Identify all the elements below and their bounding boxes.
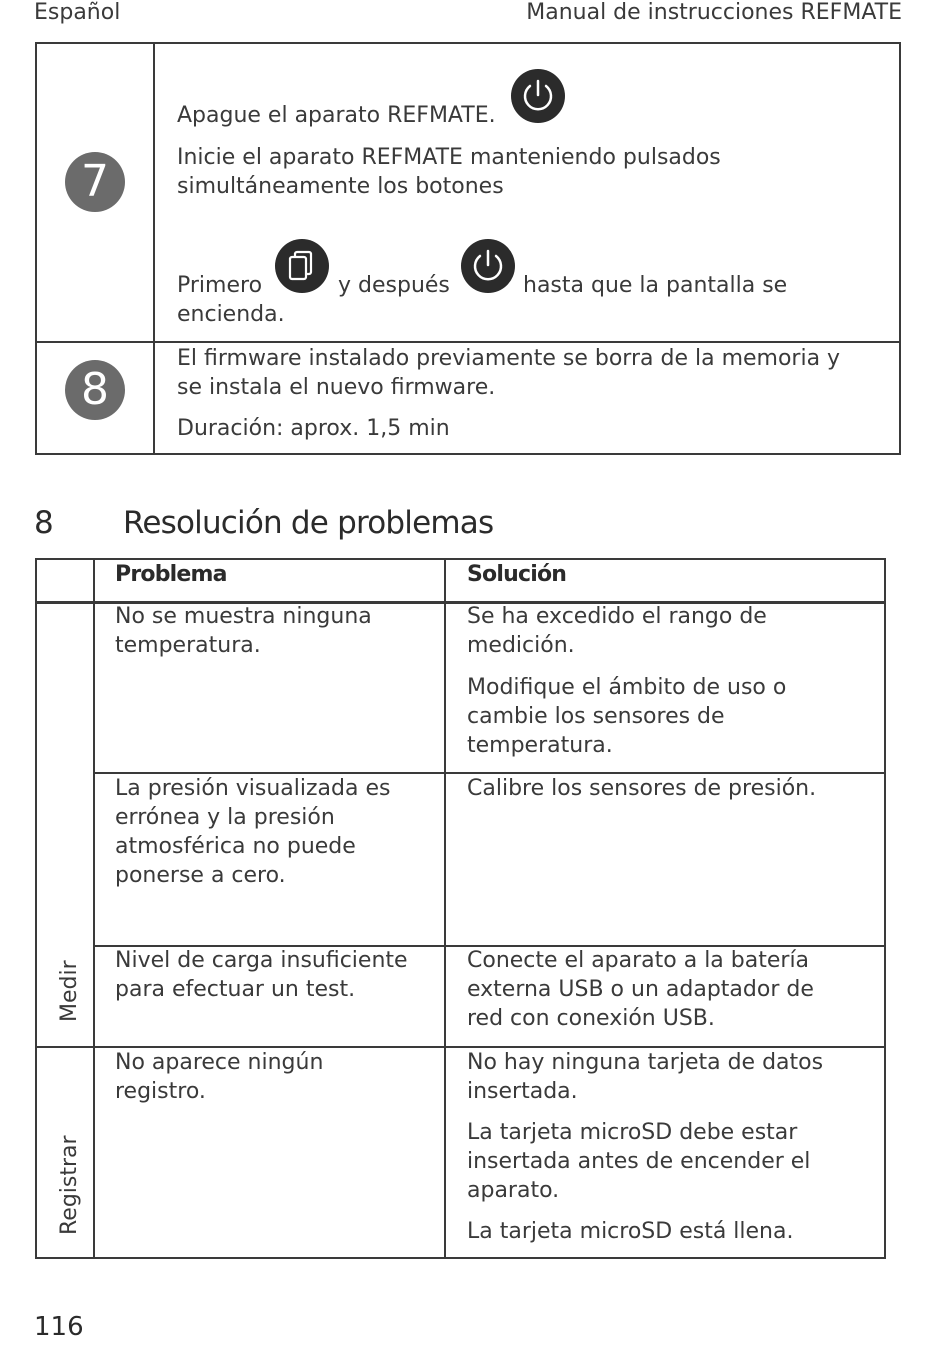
group-label-medir: Medir (57, 960, 82, 1022)
steps-table (35, 42, 901, 455)
power-button-icon (511, 69, 565, 123)
step-7-first: Primero (177, 273, 263, 298)
section-title: Resolución de problemas (123, 505, 494, 541)
problem-cell: registro. (115, 1079, 206, 1104)
problem-cell: atmosférica no puede (115, 834, 356, 859)
step-7-then: y después (338, 273, 450, 298)
troubleshooting-table (35, 558, 886, 1259)
step-7-until: encienda. (177, 302, 285, 327)
solution-cell: La tarjeta microSD debe estar (467, 1120, 798, 1145)
page-number: 116 (34, 1312, 84, 1342)
step-7-until: hasta que la pantalla se (523, 273, 788, 298)
power-button-icon (461, 239, 515, 293)
problem-cell: No se muestra ninguna (115, 604, 372, 629)
column-header-problem: Problema (115, 562, 227, 587)
problem-cell: La presión visualizada es (115, 776, 391, 801)
column-header-solution: Solución (467, 562, 567, 587)
divider (37, 341, 899, 343)
solution-cell: La tarjeta microSD está llena. (467, 1219, 794, 1244)
problem-cell: ponerse a cero. (115, 863, 286, 888)
problem-cell: para efectuar un test. (115, 977, 356, 1002)
divider (93, 560, 95, 1257)
problem-cell: errónea y la presión (115, 805, 335, 830)
solution-cell: medición. (467, 633, 575, 658)
step-8-number: 8 (65, 360, 125, 420)
solution-cell: temperatura. (467, 733, 613, 758)
copy-button-icon (275, 239, 329, 293)
solution-cell: aparato. (467, 1178, 560, 1203)
solution-cell: Modifique el ámbito de uso o (467, 675, 787, 700)
step-7-number: 7 (65, 152, 125, 212)
step-8-text: se instala el nuevo firmware. (177, 375, 496, 400)
step-8-duration: Duración: aprox. 1,5 min (177, 416, 450, 441)
header-language: Español (34, 0, 121, 25)
solution-cell: red con conexión USB. (467, 1006, 715, 1031)
problem-cell: temperatura. (115, 633, 261, 658)
header-manual-title: Manual de instrucciones REFMATE (526, 0, 902, 25)
problem-cell: No aparece ningún (115, 1050, 324, 1075)
step-8-text: El firmware instalado previamente se borra de la memoria y (177, 346, 841, 371)
solution-cell: Calibre los sensores de presión. (467, 776, 817, 801)
solution-cell: insertada antes de encender el (467, 1149, 811, 1174)
group-label-registrar: Registrar (57, 1135, 82, 1235)
problem-cell: Nivel de carga insuficiente (115, 948, 408, 973)
solution-cell: insertada. (467, 1079, 578, 1104)
divider (444, 560, 446, 1257)
solution-cell: Se ha excedido el rango de (467, 604, 767, 629)
solution-cell: externa USB o un adaptador de (467, 977, 814, 1002)
step-7-text: simultáneamente los botones (177, 174, 504, 199)
solution-cell: cambie los sensores de (467, 704, 725, 729)
divider (153, 44, 155, 453)
solution-cell: No hay ninguna tarjeta de datos (467, 1050, 824, 1075)
step-7-text: Apague el aparato REFMATE. (177, 103, 496, 128)
section-number: 8 (34, 505, 54, 541)
step-7-text: Inicie el aparato REFMATE manteniendo pulsados (177, 145, 721, 170)
solution-cell: Conecte el aparato a la batería (467, 948, 810, 973)
